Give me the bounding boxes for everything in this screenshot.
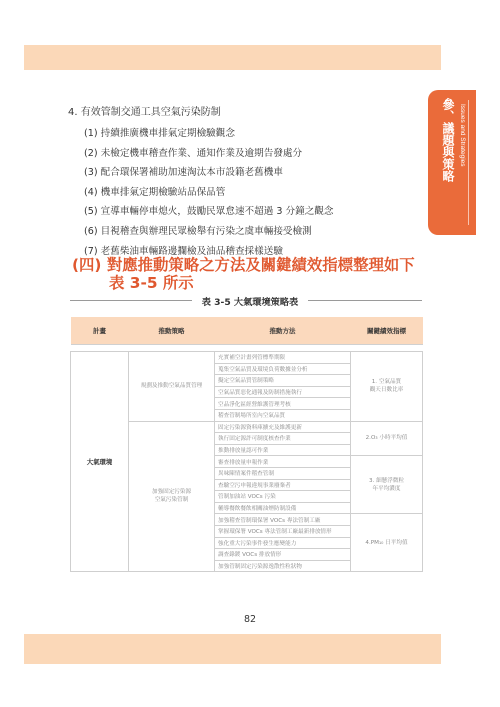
table-row <box>71 352 423 364</box>
indicator-cell: 2.O₃ 小時平均值 <box>351 421 423 456</box>
method-cell: 查驗空污申報違規事業廢棄者 <box>215 479 351 491</box>
caption-rule-right <box>308 300 422 301</box>
method-cell: 加強管制固定污染源逸散性粒狀物 <box>215 560 351 572</box>
table-header-cell: 計畫 <box>71 317 129 345</box>
item-4-heading: 4. 有效管制交通工具空氣污染防制 <box>68 107 221 118</box>
table-caption: 表 3-5 大氣環境策略表 <box>201 297 299 308</box>
strategy-table <box>70 317 423 572</box>
bottom-decorative-band <box>24 634 441 664</box>
method-cell: 管制加油站 VOCs 污染 <box>215 491 351 503</box>
method-cell: 固定污染源資料庫擴充及維護更新 <box>215 421 351 433</box>
list-item: (1) 持續推廣機車排氣定期檢驗觀念 <box>84 128 235 139</box>
method-cell: 空氣品質惡化通報及防制措施執行 <box>215 386 351 398</box>
method-cell: 掌握環保署 VOCs 專法管制工廠最新排放情形 <box>215 525 351 537</box>
method-cell: 蒐集空氣品質及環境負荷數據並分析 <box>215 363 351 375</box>
list-item: (7) 老舊柴油車輛路邊攔檢及油品稽查採樣送驗 <box>84 245 283 257</box>
method-cell: 稽查管制場所室內空氣品質 <box>215 409 351 421</box>
list-item: (2) 未檢定機車稽查作業、通知作業及逾期告發處分 <box>84 147 303 159</box>
plan-cell: 大氣環境 <box>71 352 129 572</box>
method-cell: 強化重大污染事件發生應變能力 <box>215 537 351 549</box>
section-heading <box>72 256 415 292</box>
method-cell: 加強稽查管制環保署 VOCs 專法管制工廠 <box>215 514 351 526</box>
table-spacer-row <box>71 345 423 352</box>
method-cell: 調查錄鍍 VOCs 排放情形 <box>215 549 351 561</box>
side-tab-english: Issues and Strategies <box>459 104 466 167</box>
strategy-cell: 加強固定污染源 空氣污染管制 <box>129 421 215 572</box>
list-item: (5) 宣導車輛停車熄火，鼓勵民眾怠速不超過 3 分鐘之觀念 <box>84 206 334 218</box>
chapter-side-tab[interactable] <box>428 90 476 235</box>
indicator-cell: 4.PM₁₀ 日平均值 <box>351 514 423 572</box>
method-cell: 執行固定源許可制度核查作業 <box>215 433 351 445</box>
list-item: (4) 機車排氣定期檢驗站品保品管 <box>84 186 226 198</box>
method-cell: 輔導餐飲餐飲相關油煙防制設備 <box>215 502 351 514</box>
side-tab-label: 參、議題與策略 <box>441 98 455 182</box>
method-cell: 異味陳情案件稽查管制 <box>215 467 351 479</box>
sub-item-list <box>84 124 334 261</box>
method-cell: 推動排放量認可作業 <box>215 444 351 456</box>
list-item: (3) 配合環保署補助加速淘汰本市設籍老舊機車 <box>84 167 283 179</box>
method-cell: 擬定空氣品質管制策略 <box>215 375 351 387</box>
side-tab-divider <box>468 100 469 225</box>
table-header-row <box>71 317 423 345</box>
table-header-cell: 推動策略 <box>129 317 215 345</box>
indicator-cell: 1. 空氣品質 觀天日數比率 <box>351 352 423 422</box>
section-heading-line2: 表 3-5 所示 <box>109 274 194 292</box>
method-cell: 空品淨化區經營維護管理考核 <box>215 398 351 410</box>
method-cell: 充實補空計畫列管標準期限 <box>215 352 351 364</box>
list-item: (6) 目視稽查與辦理民眾檢舉有污染之虞車輛接受檢測 <box>84 225 312 237</box>
method-cell: 審查排放量申報作業 <box>215 456 351 468</box>
top-decorative-band <box>24 45 441 70</box>
page-number: 82 <box>243 614 257 625</box>
table-header-cell: 推動方法 <box>215 317 351 345</box>
strategy-cell: 規劃及推動空氣品質管理 <box>129 352 215 422</box>
table-header-cell: 關鍵績效指標 <box>351 317 423 345</box>
indicator-cell: 3. 細懸浮微粒 年平均濃度 <box>351 456 423 514</box>
section-heading-line1: (四) 對應推動策略之方法及關鍵績效指標整理如下 <box>72 256 415 274</box>
